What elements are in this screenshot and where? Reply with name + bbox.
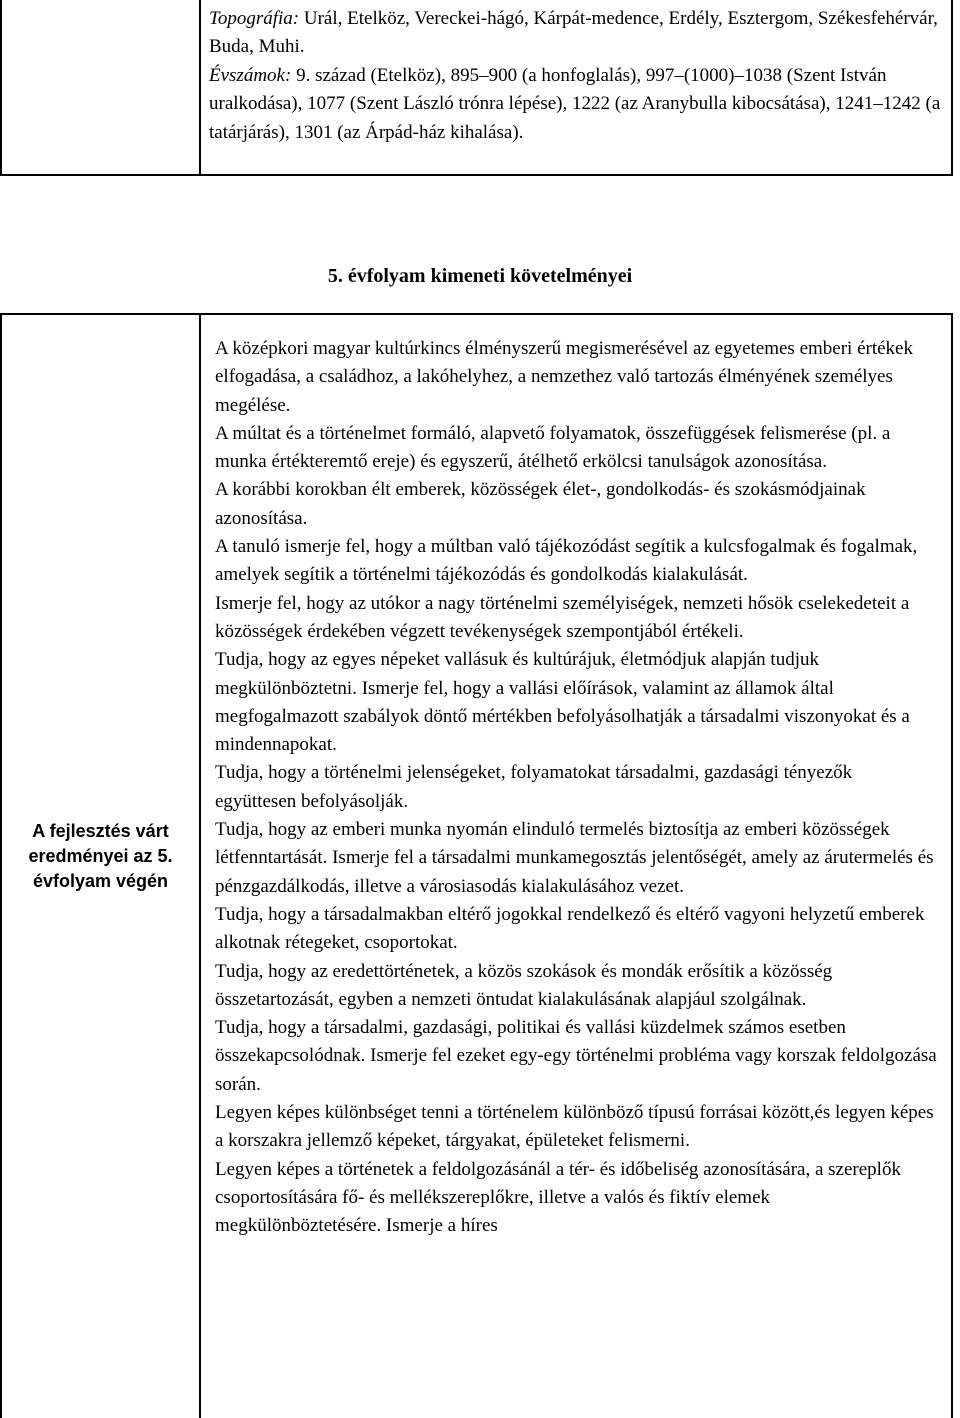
dates-line xyxy=(209,62,945,147)
requirement-paragraph: Tudja, hogy a társadalmi, gazdasági, politikai és vallási küzdelmek számos esetben összekapcsolódnak. Ismerje fel ezeket egy-egy történelmi probléma vagy korszak feldolgozása során. xyxy=(215,1017,937,1095)
section-title: 5. évfolyam kimeneti követelményei xyxy=(327,265,633,287)
requirement-paragraph: A középkori magyar kultúrkincs élményszerű megismerésével az egyetemes emberi értékek elfogadása, a családhoz, a lakóhelyhez, a nemzethez való tartozás élményének személyes megélése. xyxy=(215,338,913,416)
requirement-paragraph: A korábbi korokban élt emberek, közösségek élet-, gondolkodás- és szokásmódjainak azonosítása. xyxy=(215,479,866,529)
requirement-paragraph: Tudja, hogy az egyes népeket vallásuk és kultúrájuk, életmódjuk alapján tudjuk megkülönböztetni. Ismerje fel, hogy a vallási előírások, valamint az államok által megfogalmazott szabályok döntő mértékben befolyásolhatják a társadalmi viszonyokat és a mindennapokat. xyxy=(215,649,910,756)
topics-label-cell xyxy=(2,0,201,174)
requirements-label-cell xyxy=(2,315,201,1418)
requirements-content-cell xyxy=(201,315,951,1418)
requirement-paragraph: Legyen képes különbséget tenni a történelem különböző típusú forrásai között,és legyen képes a korszakra jellemző képeket, tárgyakat, épületeket felismerni. xyxy=(215,1102,934,1152)
requirement-paragraph: A tanuló ismerje fel, hogy a múltban való tájékozódást segítik a kulcsfogalmak és fogalmak, amelyek segítik a történelmi tájékozódás és gondolkodás kialakulását. xyxy=(215,536,918,586)
requirement-paragraph: Tudja, hogy az emberi munka nyomán elinduló termelés biztosítja az emberi közösségek létfenntartását. Ismerje fel a társadalmi munkamegosztás jelentőségét, amely az árutermelés és pénzgazdálkodás, illetve a városiasodás kialakulásához vezet. xyxy=(215,819,934,897)
topography-line xyxy=(209,5,945,62)
requirement-paragraph: Legyen képes a történetek a feldolgozásánál a tér- és időbeliség azonosítására, a szereplők csoportosítására fő- és mellékszereplőkre, illetve a valós és fiktív elemek megkülönböztetésére. Ismerje a híres xyxy=(215,1158,901,1237)
topography-label: Topográfia: xyxy=(209,8,300,29)
dates-label: Évszámok: xyxy=(209,64,292,86)
requirement-paragraph: Tudja, hogy a történelmi jelenségeket, folyamatokat társadalmi, gazdasági tényezők együttesen befolyásolják. xyxy=(215,762,853,812)
requirement-paragraph: A múltat és a történelmet formáló, alapvető folyamatok, összefüggések felismerése (pl. a munka értékteremtő ereje) és egyszerű, átélhető erkölcsi tanulságok azonosítása. xyxy=(215,422,891,473)
requirements-label: A fejlesztés várt eredményei az 5. évfolyam végén xyxy=(28,821,173,891)
topics-table-row xyxy=(0,0,953,176)
requirement-paragraph: Tudja, hogy a társadalmakban eltérő jogokkal rendelkező és eltérő vagyoni helyzetű emberek alkotnak rétegeket, csoportokat. xyxy=(215,903,925,954)
topography-text: Urál, Etelköz, Vereckei-hágó, Kárpát-medence, Erdély, Esztergom, Székesfehérvár, Buda, Muhi. xyxy=(209,8,938,58)
topics-content-cell xyxy=(201,0,951,174)
dates-text: 9. század (Etelköz), 895–900 (a honfoglalás), 997–(1000)–1038 (Szent István uralkodása), 1077 (Szent László trónra lépése), 1222 (az Aranybulla kibocsátása), 1241–1242 (a tatárjárás), 1301 (az Árpád-ház kihalása). xyxy=(209,64,941,143)
requirements-table-row xyxy=(0,313,953,1418)
requirement-paragraph: Tudja, hogy az eredettörténetek, a közös szokások és mondák erősítik a közösség összetartozását, egyben a nemzeti öntudat kialakulásának alapjául szolgálnak. xyxy=(215,960,833,1010)
requirement-paragraph: Ismerje fel, hogy az utókor a nagy történelmi személyiségek, nemzeti hősök cselekedeteit a közösségek érdekében végzett tevékenységek szempontjából értékeli. xyxy=(215,592,910,642)
